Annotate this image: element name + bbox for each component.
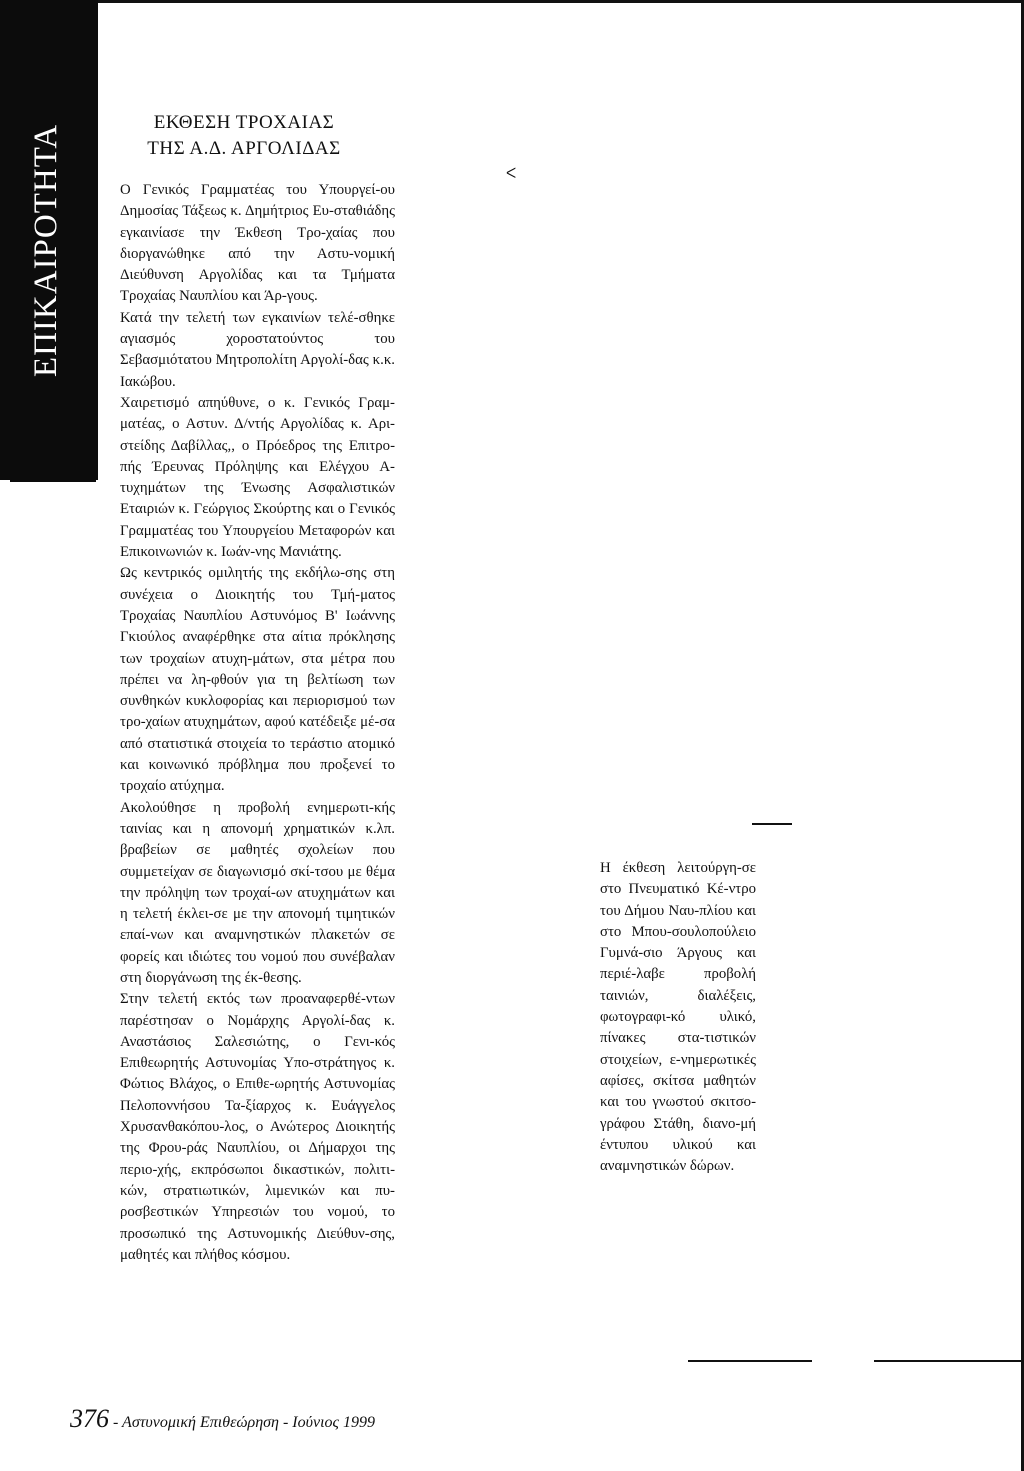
- section-label: ΕΠΙΚΑΙΡΟΤΗΤΑ: [28, 123, 65, 377]
- side-paragraph: Η έκθεση λειτούργη-σε στο Πνευματικό Κέ-ντρο του Δήμου Ναυ-πλίου και στο Μπου-σουλοπούλειο Γυμνά-σιο Άργους και περιέ-λαβε προβολή ταινιών, διαλέξεις, φωτογραφι-κό υλικό, πίνακες στα-τιστικών στοιχείων, ε-νημερωτικές αφίσες, σκίτσα μαθητών και του γνωστού σκιτσο-γράφου Στάθη, διανο-μή έντυπου υλικού και αναμνηστικών δώρων.: [600, 860, 756, 1175]
- paragraph-1: Ο Γενικός Γραμματέας του Υπουργεί-ου Δημοσίας Τάξεως κ. Δημήτριος Ευ-σταθιάδης εγκαινίασε την Έκθεση Τρο-χαίας που διοργανώθηκε από την Αστυ-νομική Διεύθυνση Αργολίδας και τα Τμήματα Τροχαίας Ναυπλίου και Άρ-γους.: [120, 182, 395, 305]
- heading-line-2: ΤΗΣ Α.Δ. ΑΡΓΟΛΙΔΑΣ: [147, 138, 341, 159]
- scan-mark-icon: ᐸ: [506, 166, 517, 182]
- paragraph-2: Κατά την τελετή των εγκαινίων τελέ-σθηκε αγιασμός χοροστατούντος του Σεβασμιότατου Μητροπολίτη Αργολί-δας κ.κ. Ιακώβου.: [120, 309, 395, 390]
- paragraph-6: Στην τελετή εκτός των προαναφερθέ-ντων παρέστησαν ο Νομάρχης Αργολί-δας κ. Αναστάσιος Σαλεσιώτης, ο Γενι-κός Επιθεωρητής Αστυνομίας Υπο-στράτηγος κ. Φώτιος Βλάχος, ο Επιθε-ωρητής Αστυνομίας Πελοποννήσου Τα-ξίαρχος κ. Ευάγγελος Χρυσανθακόπου-λος, ο Ανώτερος Διοικητής της Φρου-ράς Ναυπλίου, οι Δήμαρχοι της περιο-χής, εκπρόσωποι δικαστικών, πολιτι-κών, στρατιωτικών, λιμενικών και πυ-ροσβεστικών Υπηρεσιών του νομού, το προσωπικό της Αστυνομικής Διεύθυν-σης, μαθητές και πλήθος κόσμου.: [120, 991, 395, 1263]
- page-number: 376: [70, 1404, 109, 1433]
- page-footer: [70, 1404, 375, 1434]
- divider-rule: [752, 823, 792, 825]
- paragraph-3: Χαιρετισμό απηύθυνε, ο κ. Γενικός Γραμ-ματέας, ο Αστυν. Δ/ντής Αργολίδας κ. Αρι-στείδης Δαβίλλας,, ο Πρόεδρος της Επιτρο-πής Έρευνας Πρόληψης και Ελέγχου Α-τυχημάτων της Ένωσης Ασφαλιστικών Εταιριών κ. Γεώργιος Σκούρτης και ο Γενικός Γραμματέας του Υπουργείου Μεταφορών και Επικοινωνιών κ. Ιωάν-νης Μανιάτης.: [120, 394, 395, 561]
- article-heading: [100, 110, 388, 162]
- sidebar-underline: [10, 476, 96, 482]
- section-label-container: [22, 40, 72, 460]
- paragraph-5: Ακολούθησε η προβολή ενημερωτι-κής ταινίας και η απονομή χρηματικών κ.λπ. βραβείων σε μαθητές σχολείων που συμμετείχαν σε διαγωνισμό σκί-τσου με θέμα την πρόληψη των τροχαί-ων ατυχημάτων και η τελετή έκλει-σε με την απονομή τιμητικών επαί-νων και αναμνηστικών πλακετών σε φορείς και ιδιώτες του νομού που συνέβαλαν στη διοργάνωση της έκ-θεσης.: [120, 799, 395, 986]
- heading-line-1: ΕΚΘΕΣΗ ΤΡΟΧΑΙΑΣ: [153, 112, 335, 133]
- paragraph-4: Ως κεντρικός ομιλητής της εκδήλω-σης στη συνέχεια ο Διοικητής του Τμή-ματος Τροχαίας Ναυπλίου Αστυνόμος Β' Ιωάννης Γκιούλος αναφέρθηκε στα αίτια πρόκλησης των τροχαίων ατυχη-μάτων, στα μέτρα που πρέπει να λη-φθούν για τη βελτίωση των συνθηκών κυκλοφορίας και περιορισμού των τρο-χαίων ατυχημάτων, αφού κατέδειξε μέ-σα από στατιστικά στοιχεία το τεράστιο ατομικό και κοινωνικό πρόβλημα που προξενεί το τροχαίο ατύχημα.: [120, 565, 395, 795]
- divider-rule: [874, 1360, 1024, 1362]
- main-article-column: [120, 180, 395, 1266]
- side-column: [600, 858, 756, 1177]
- divider-rule: [688, 1360, 812, 1362]
- footer-source: - Αστυνομική Επιθεώρηση - Ιούνιος 1999: [109, 1414, 376, 1431]
- top-border: [0, 0, 1024, 3]
